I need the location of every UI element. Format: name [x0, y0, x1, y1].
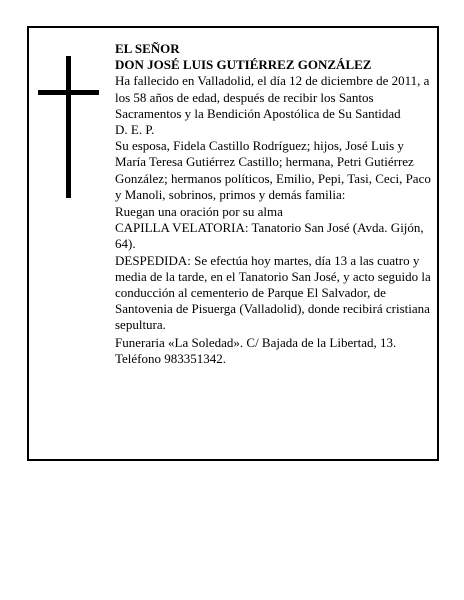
chapel-info: CAPILLA VELATORIA: Tanatorio San José (Avda. Gijón, 64). [115, 220, 424, 252]
cross-vertical-bar [66, 56, 71, 198]
cross-horizontal-bar [38, 90, 99, 95]
obituary-text [115, 41, 435, 367]
announcement: Ha fallecido en Valladolid, el día 12 de diciembre de 2011, a los 58 años de edad, después de recibir los Santos Sacramentos y la Bendición Apostólica de Su Santidad [115, 73, 430, 121]
farewell-info: DESPEDIDA: Se efectúa hoy martes, día 13 a las cuatro y media de la tarde, en el Tanatorio San José, y acto seguido la conducción al cementerio de Parque El Salvador, de Santovenia de Pisuerga (Valladolid), donde recibirá cristiana sepultura. [115, 252, 431, 333]
deceased-name: DON JOSÉ LUIS GUTIÉRREZ GONZÁLEZ [115, 57, 372, 73]
family-list: Su esposa, Fidela Castillo Rodríguez; hijos, José Luis y María Teresa Gutiérrez Castillo; hermana, Petri Gutiérrez González; hermanos políticos, Emilio, Pepi, Tasi, Ceci, Paco y Manoli, sobrinos, primos y demás familia: [115, 138, 431, 202]
dep-line: D. E. P. [115, 122, 155, 138]
prayer-request: Ruegan una oración por su alma [115, 204, 283, 220]
funeral-home-info: Funeraria «La Soledad». C/ Bajada de la Libertad, 13. Teléfono 983351342. [115, 334, 397, 366]
title-line-1: EL SEÑOR [115, 41, 180, 56]
obituary-card [27, 26, 439, 461]
